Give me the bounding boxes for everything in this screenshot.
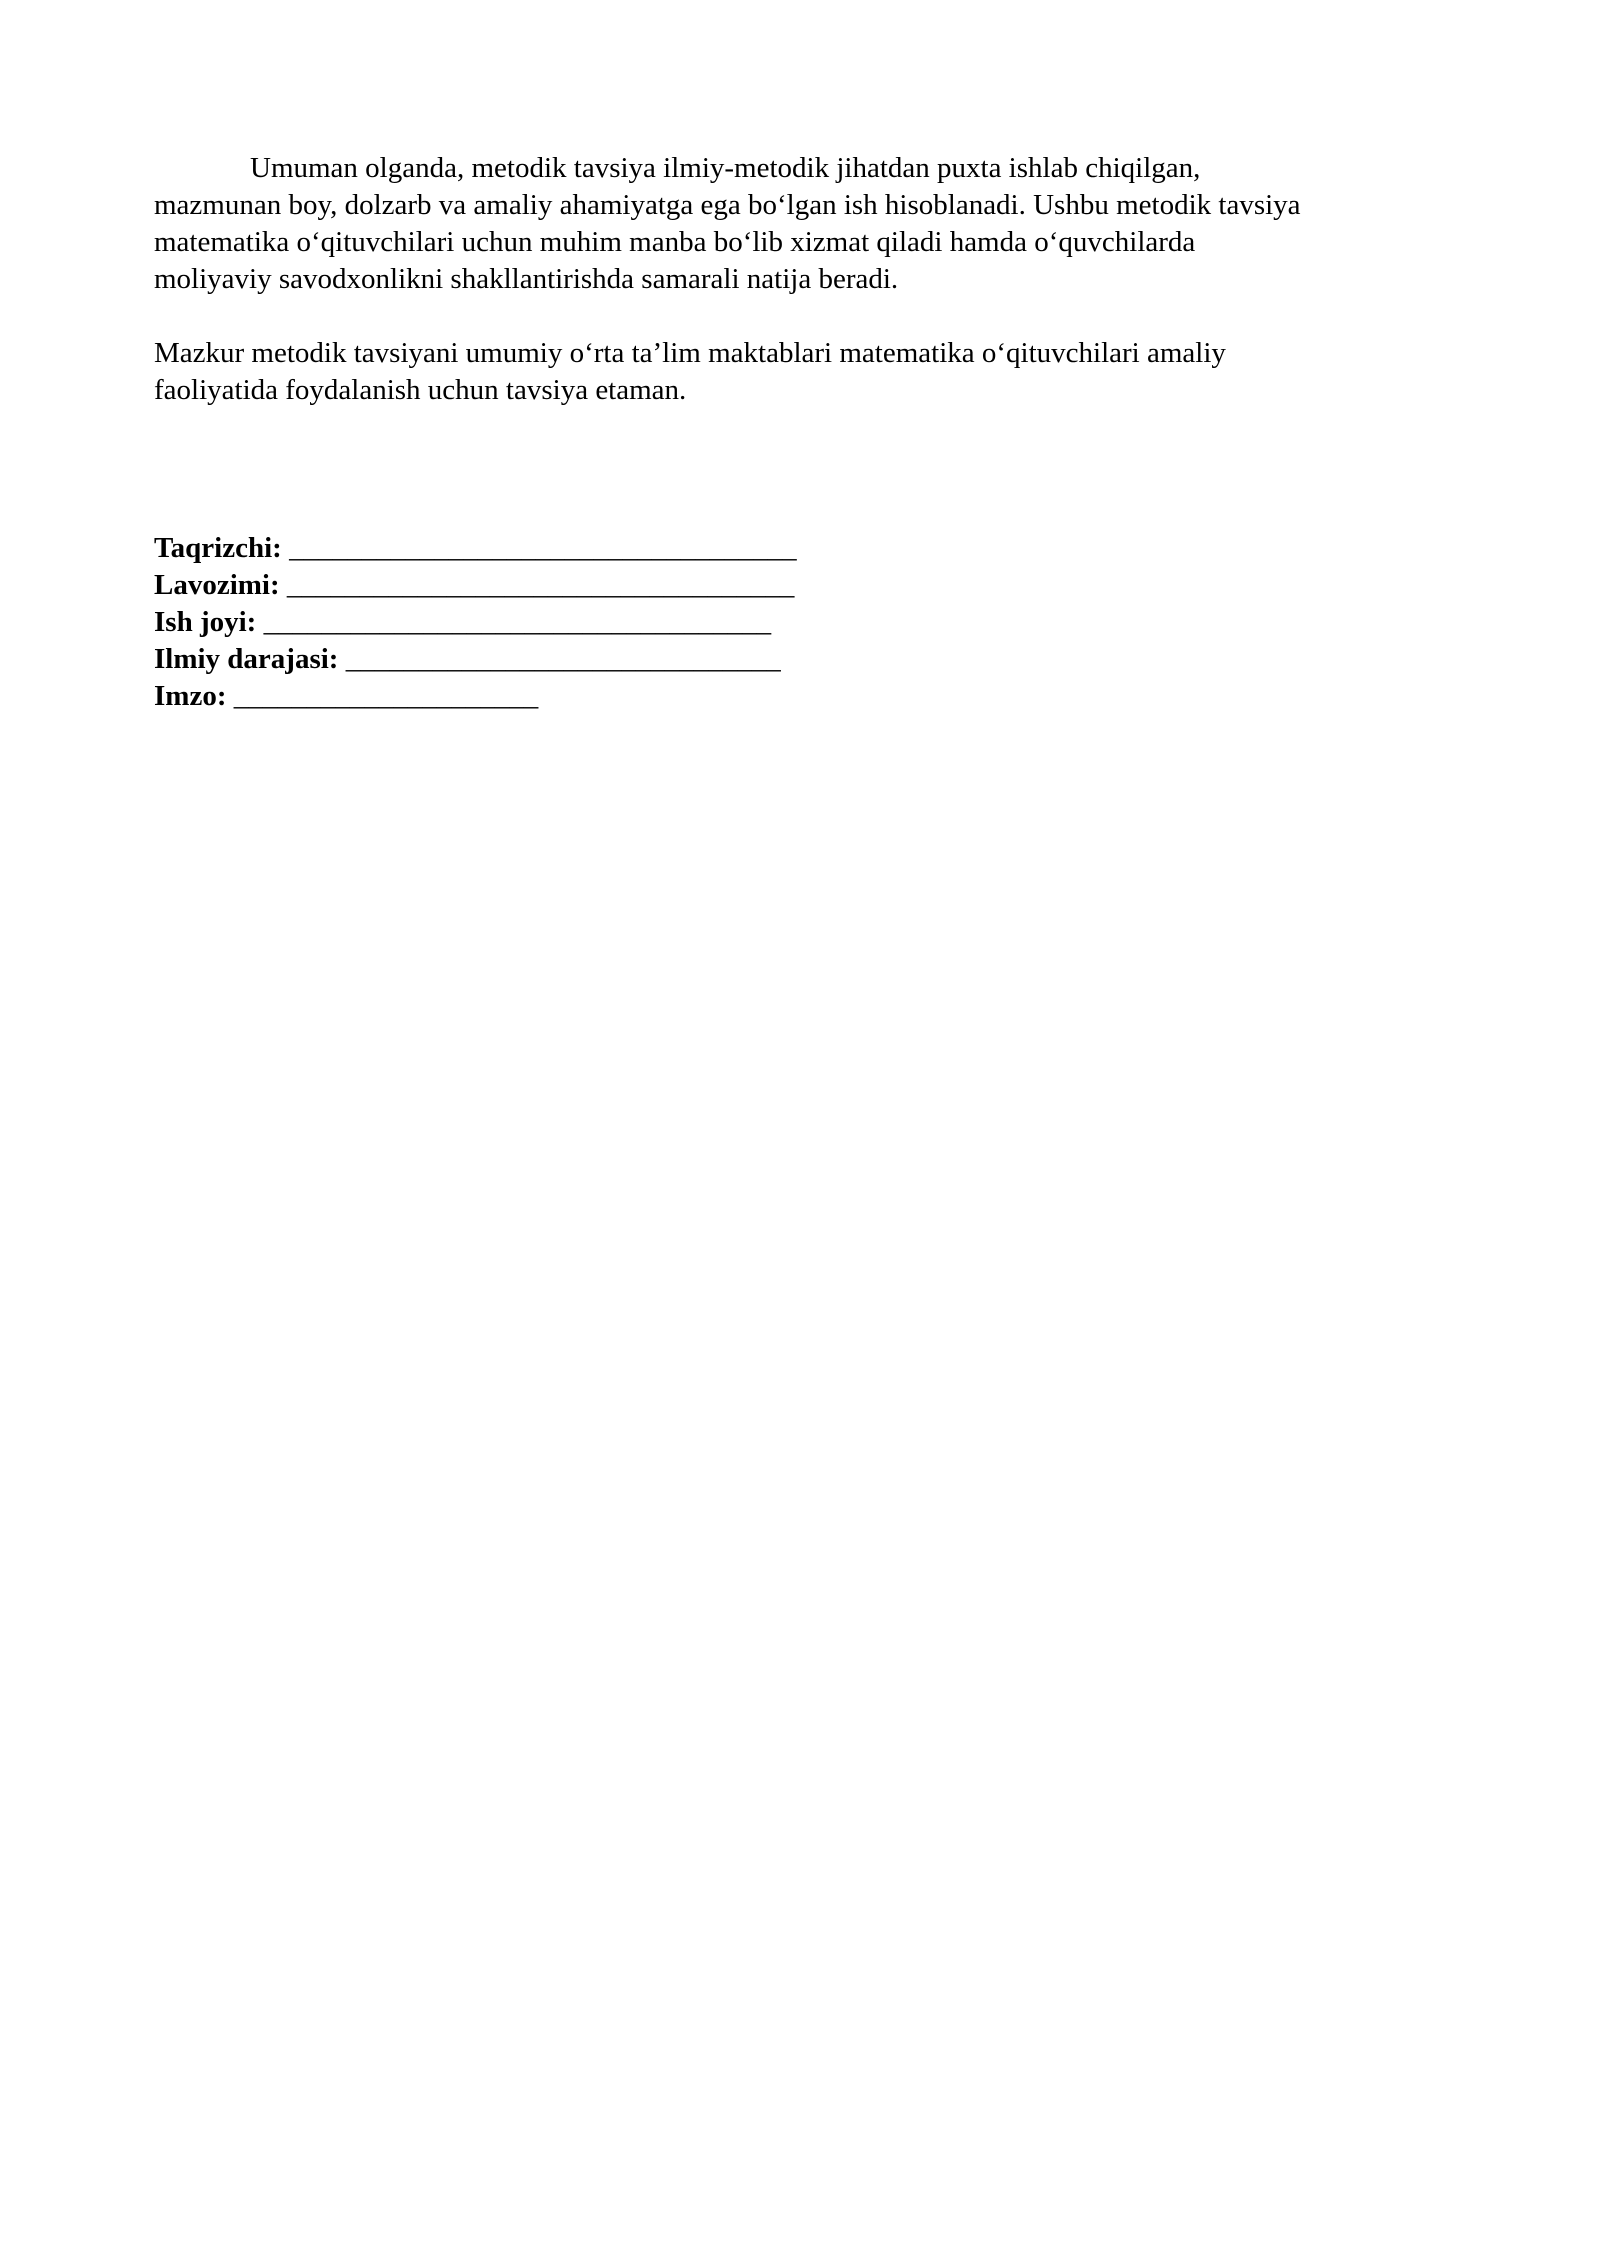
signature-block	[154, 530, 1054, 715]
position-label: Lavozimi:	[154, 569, 280, 601]
paragraph-line: faoliyatida foydalanish uchun tavsiya etaman.	[154, 374, 687, 406]
workplace-row	[154, 604, 1054, 641]
signature-blank-line: _____________________	[226, 680, 539, 712]
document-body	[154, 150, 1454, 409]
position-blank-line: ___________________________________	[279, 569, 795, 601]
paragraph-line: Umuman olganda, metodik tavsiya ilmiy-metodik jihatdan puxta ishlab chiqilgan,	[250, 152, 1201, 184]
paragraph-line: mazmunan boy, dolzarb va amaliy ahamiyatga ega bo‘lgan ish hisoblanadi. Ushbu metodik tavsiya	[154, 189, 1301, 221]
degree-row	[154, 641, 1054, 678]
signature-row	[154, 678, 1054, 715]
reviewer-label: Taqrizchi:	[154, 532, 282, 564]
signature-label: Imzo:	[154, 680, 227, 712]
recommendation-paragraph	[154, 335, 1454, 409]
workplace-blank-line: ___________________________________	[256, 606, 772, 638]
paragraph-line: moliyaviy savodxonlikni shakllantirishda samarali natija beradi.	[154, 263, 899, 295]
conclusion-paragraph	[154, 150, 1454, 298]
paragraph-line: Mazkur metodik tavsiyani umumiy o‘rta ta’lim maktablari matematika o‘qituvchilari amaliy	[154, 337, 1226, 369]
paragraph-line: matematika o‘qituvchilari uchun muhim manba bo‘lib xizmat qiladi hamda o‘quvchilarda	[154, 226, 1196, 258]
reviewer-blank-line: ___________________________________	[281, 532, 797, 564]
paragraph-spacer	[154, 298, 1454, 335]
degree-label: Ilmiy darajasi:	[154, 643, 339, 675]
position-row	[154, 567, 1054, 604]
reviewer-row	[154, 530, 1054, 567]
degree-blank-line: ______________________________	[338, 643, 781, 675]
workplace-label: Ish joyi:	[154, 606, 257, 638]
